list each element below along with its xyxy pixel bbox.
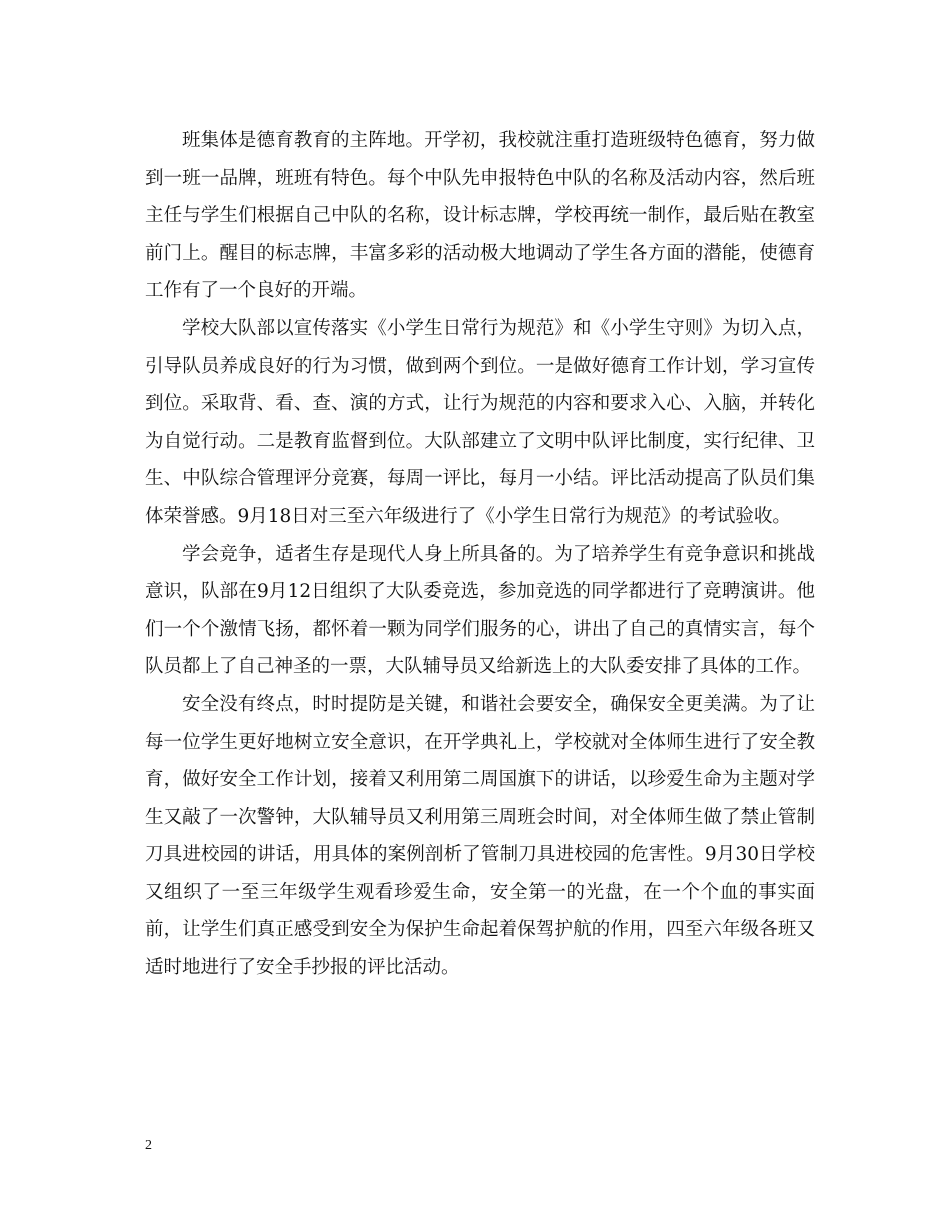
page-number: 2 <box>145 1138 152 1153</box>
document-body <box>145 122 815 987</box>
paragraph-competition: 学会竞争，适者生存是现代人身上所具备的。为了培养学生有竞争意识和挑战意识，队部在9月12日组织了大队委竞选，参加竞选的同学都进行了竞聘演讲。他们一个个激情飞扬，都怀着一颗为同学们服务的心，讲出了自己的真情实言，每个队员都上了自己神圣的一票，大队辅导员又给新选上的大队委安排了具体的工作。 <box>145 543 815 678</box>
paragraph-behavior-norms: 学校大队部以宣传落实《小学生日常行为规范》和《小学生守则》为切入点，引导队员养成良好的行为习惯，做到两个到位。一是做好德育工作计划，学习宣传到位。采取背、看、查、演的方式，让行为规范的内容和要求入心、入脑，并转化为自觉行动。二是教育监督到位。大队部建立了文明中队评比制度，实行纪律、卫生、中队综合管理评分竞赛，每周一评比，每月一小结。评比活动提高了队员们集体荣誉感。9月18日对三至六年级进行了《小学生日常行为规范》的考试验收。 <box>145 317 815 527</box>
paragraph-class-collective: 班集体是德育教育的主阵地。开学初，我校就注重打造班级特色德育，努力做到一班一品牌，班班有特色。每个中队先申报特色中队的名称及活动内容，然后班主任与学生们根据自己中队的名称，设计标志牌，学校再统一制作，最后贴在教室前门上。醒目的标志牌，丰富多彩的活动极大地调动了学生各方面的潜能，使德育工作有了一个良好的开端。 <box>145 130 815 302</box>
paragraph-safety: 安全没有终点，时时提防是关键，和谐社会要安全，确保安全更美满。为了让每一位学生更好地树立安全意识，在开学典礼上，学校就对全体师生进行了安全教育，做好安全工作计划，接着又利用第二周国旗下的讲话，以珍爱生命为主题对学生又敲了一次警钟，大队辅导员又利用第三周班会时间，对全体师生做了禁止管制刀具进校园的讲话，用具体的案例剖析了管制刀具进校园的危害性。9月30日学校又组织了一至三年级学生观看珍爱生命，安全第一的光盘，在一个个血的事实面前，让学生们真正感受到安全为保护生命起着保驾护航的作用，四至六年级各班又适时地进行了安全手抄报的评比活动。 <box>145 693 815 979</box>
